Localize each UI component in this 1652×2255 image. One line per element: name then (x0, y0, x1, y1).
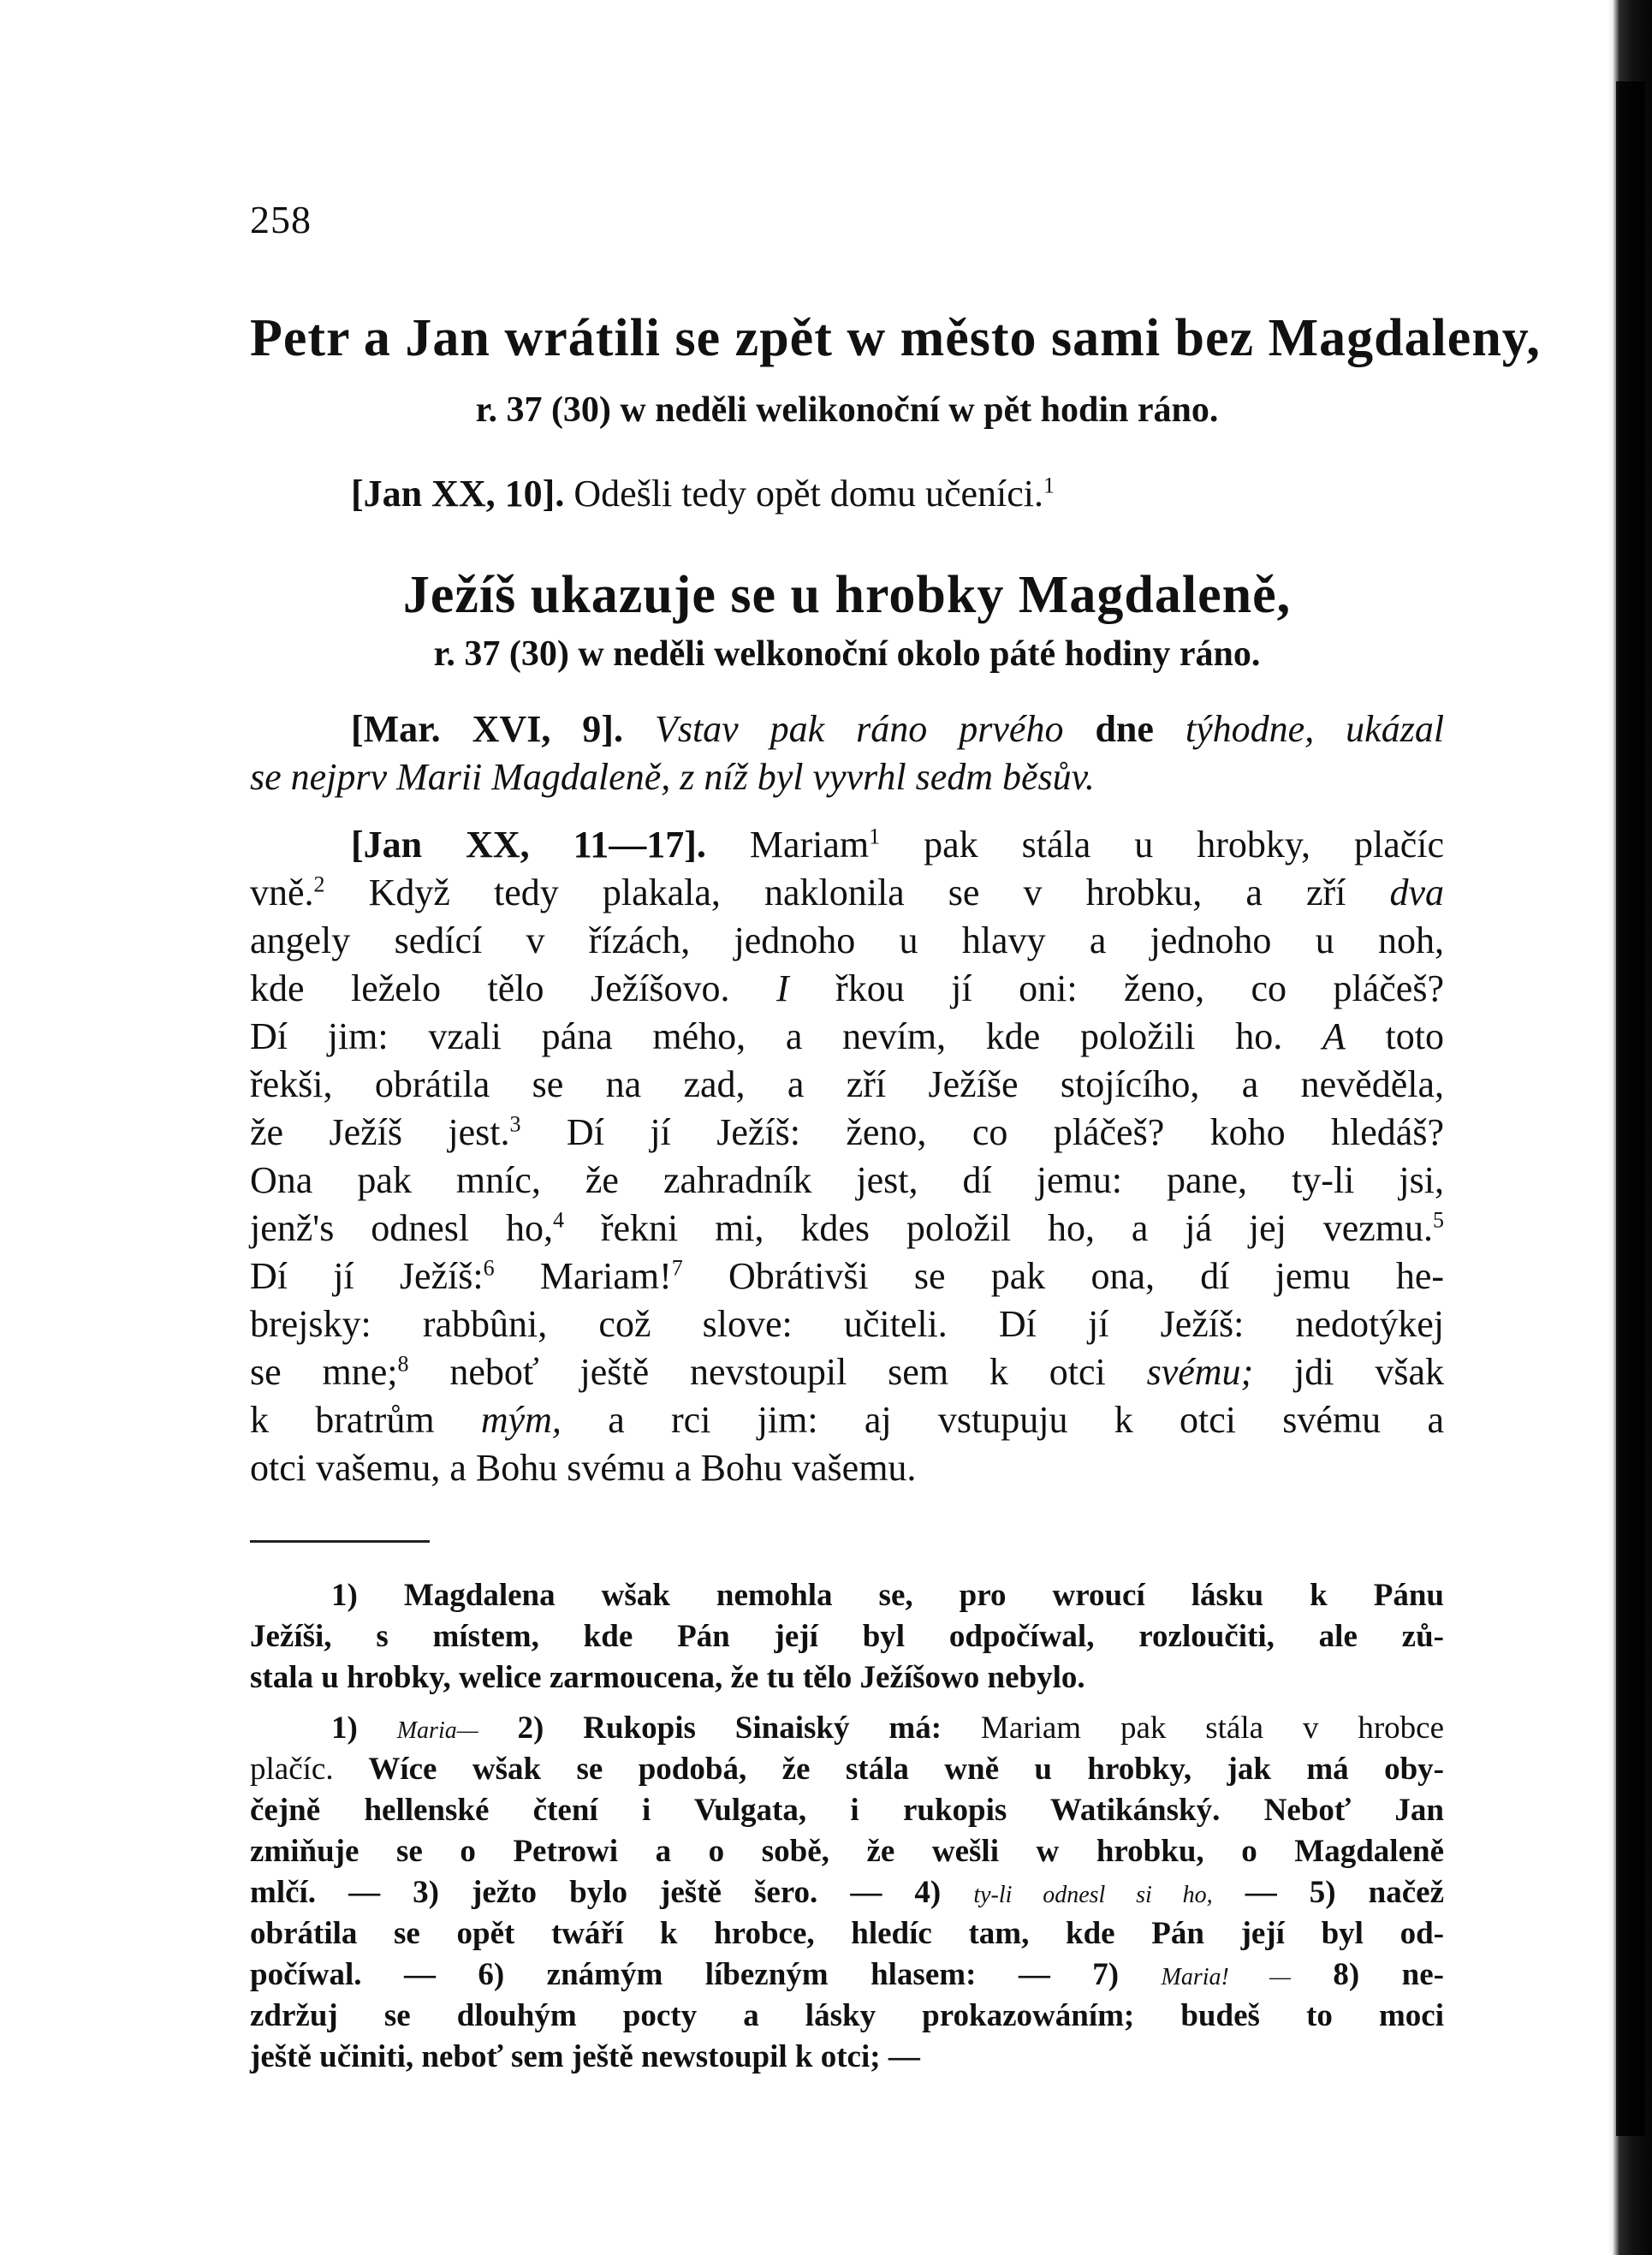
verse-text: neboť ještě nevstoupil sem k otci (408, 1351, 1147, 1393)
footnote-2-line-7 (250, 1955, 1444, 1998)
fn-text: 2) Rukopis Sinaiský má: (517, 1711, 942, 1746)
verse-text: řkou jí oni: ženo, co pláčeš? (788, 967, 1444, 1009)
note-ref: 2 (313, 872, 325, 897)
note-ref: 1 (1043, 473, 1055, 498)
verse-text: Dí jí Ježíš: ženo, co pláčeš? koho hledáš? (520, 1111, 1444, 1153)
john-line-6: řekši, obrátila se na zad, a zří Ježíše stojícího, a nevěděla, (250, 1063, 1444, 1105)
footnote-2-line-5 (250, 1872, 1444, 1916)
verse-text: Vstav pak ráno prvého (654, 708, 1064, 750)
fn-text: počíwal. — 6) známým líbezným hlasem: — 7) (250, 1957, 1120, 1992)
note-ref: 5 (1433, 1207, 1444, 1233)
footnote-divider (250, 1540, 430, 1543)
footnote-2-line-3: čejně hellenské čtení i Vulgata, i rukopis Watikánský. Neboť Jan (250, 1793, 1444, 1828)
fn-text: Maria— (396, 1717, 478, 1744)
john-line-8: Ona pak mníc, že zahradník jest, dí jemu: pane, ty-li jsi, (250, 1159, 1444, 1201)
mark-line-1 (250, 706, 1444, 753)
fn-text: Wíce wšak se podobá, že stála wně u hrobky, jak má oby- (368, 1752, 1444, 1787)
fn-text: 8) ne- (1333, 1957, 1445, 1992)
footnote-2-line-1 (250, 1708, 1444, 1752)
footnote-1-line-3: stala u hrobky, welice zarmoucena, že tu tělo Ježíšowo nebylo. (250, 1660, 1085, 1695)
verse-text: Obrátivši se pak ona, dí jemu he- (682, 1255, 1444, 1297)
john-line-1 (250, 822, 1444, 868)
verse-text: a rci jim: aj vstupuju k otci svému a (561, 1399, 1444, 1441)
verse-text: I (775, 967, 789, 1009)
fn-text: — 5) načež (1245, 1875, 1444, 1910)
verse-text: jenž's odnesl ho, (250, 1207, 553, 1249)
citation: [Mar. XVI, 9]. (351, 708, 623, 750)
footnote-2-line-4: zmiňuje se o Petrowi a o sobě, že wešli w hrobku, o Magdaleně (250, 1834, 1444, 1869)
john-line-2 (250, 870, 1444, 916)
footnote-2-line-2 (250, 1749, 1444, 1790)
note-ref: 4 (552, 1207, 564, 1233)
fn-text: ty-li odnesl si ho, (973, 1882, 1213, 1908)
john-line-12 (250, 1349, 1444, 1395)
verse-text: Dí jí Ježíš: (250, 1255, 484, 1297)
verse-text: Mariam (749, 824, 870, 866)
mark-line-2: se nejprv Marii Magdaleně, z níž byl vyvrhl sedm běsův. (250, 756, 1095, 798)
heading-subtitle-1: r. 37 (30) w neděli welikonoční w pět hodin ráno. (475, 390, 1219, 430)
john-line-4 (250, 966, 1444, 1012)
heading-title-2: Ježíš ukazuje se u hrobky Magdaleně, (402, 566, 1292, 624)
footnote-2-line-8: zdržuj se dlouhým pocty a lásky prokazowáním; budeš to moci (250, 1998, 1444, 2033)
verse-text: dva (1389, 872, 1444, 913)
fn-text: Mariam pak stála v hrobce (980, 1711, 1445, 1746)
page-number: 258 (250, 198, 312, 241)
note-ref: 7 (671, 1255, 683, 1281)
note-ref: 6 (483, 1255, 495, 1281)
verse-text: jdi však (1253, 1351, 1444, 1393)
verse-text: k bratrům (250, 1399, 481, 1441)
verse-text: dne (1095, 708, 1154, 750)
fn-text: mlčí. — 3) ježto bylo ještě šero. — 4) (250, 1875, 942, 1910)
verse-text: A (1322, 1015, 1346, 1057)
john-line-11: brejsky: rabbûni, což slove: učiteli. Dí jí Ježíš: nedotýkej (250, 1303, 1444, 1345)
verse-text: vně. (250, 872, 314, 913)
heading-subtitle-2: r. 37 (30) w neděli welkonoční okolo páté hodiny ráno. (433, 634, 1261, 674)
verse-text: mým, (480, 1399, 562, 1441)
verse-text: Mariam! (494, 1255, 672, 1297)
footnote-1-line-2: Ježíši, s místem, kde Pán její byl odpočíwal, rozloučiti, ale zů- (250, 1619, 1444, 1654)
footnote-2-line-9: ještě učiniti, neboť sem ještě newstoupil k otci; — (250, 2039, 920, 2074)
john-line-5 (250, 1014, 1444, 1060)
citation: [Jan XX, 11—17]. (351, 824, 706, 866)
heading-title-1: Petr a Jan wrátili se zpět w město sami bez Magdaleny, (250, 309, 1541, 367)
fn-text: plačíc. (250, 1752, 334, 1787)
john-line-13 (250, 1397, 1444, 1443)
john-line-14: otci vašemu, a Bohu svému a Bohu vašemu. (250, 1447, 917, 1489)
scan-edge-dark (1616, 81, 1645, 2136)
note-ref: 3 (509, 1111, 521, 1137)
verse-text: týhodne, ukázal (1185, 708, 1445, 750)
john-line-7 (250, 1110, 1444, 1156)
footnote-1-line-1: 1) Magdalena wšak nemohla se, pro wroucí lásku k Pánu (331, 1578, 1444, 1613)
ref-john-10 (250, 471, 1444, 517)
verse-text: Odešli tedy opět domu učeníci. (573, 473, 1043, 515)
verse-text: svému; (1146, 1351, 1254, 1393)
verse-text: řekni mi, kdes položil ho, a já jej vezmu. (563, 1207, 1433, 1249)
john-line-10 (250, 1253, 1444, 1300)
verse-text: Když tedy plakala, naklonila se v hrobku, a zří (324, 872, 1390, 913)
verse-text: Dí jim: vzali pána mého, a nevím, kde položili ho. (250, 1015, 1322, 1057)
verse-text: že Ježíš jest. (250, 1111, 510, 1153)
footnote-2-line-6: obrátila se opět twáří k hrobce, hledíc tam, kde Pán její byl od- (250, 1916, 1444, 1951)
john-line-3: angely sedící v řízách, jednoho u hlavy a jednoho u noh, (250, 919, 1444, 961)
note-ref: 8 (397, 1351, 409, 1377)
verse-text: kde leželo tělo Ježíšovo. (250, 967, 776, 1009)
citation: [Jan XX, 10]. (351, 473, 565, 515)
verse-text: pak stála u hrobky, plačíc (880, 824, 1445, 866)
verse-text: toto (1345, 1015, 1445, 1057)
fn-text: 1) (331, 1711, 358, 1746)
note-ref: 1 (869, 824, 881, 849)
fn-text: Maria! — (1161, 1964, 1291, 1990)
verse-text: se mne; (250, 1351, 398, 1393)
john-line-9 (250, 1205, 1444, 1252)
